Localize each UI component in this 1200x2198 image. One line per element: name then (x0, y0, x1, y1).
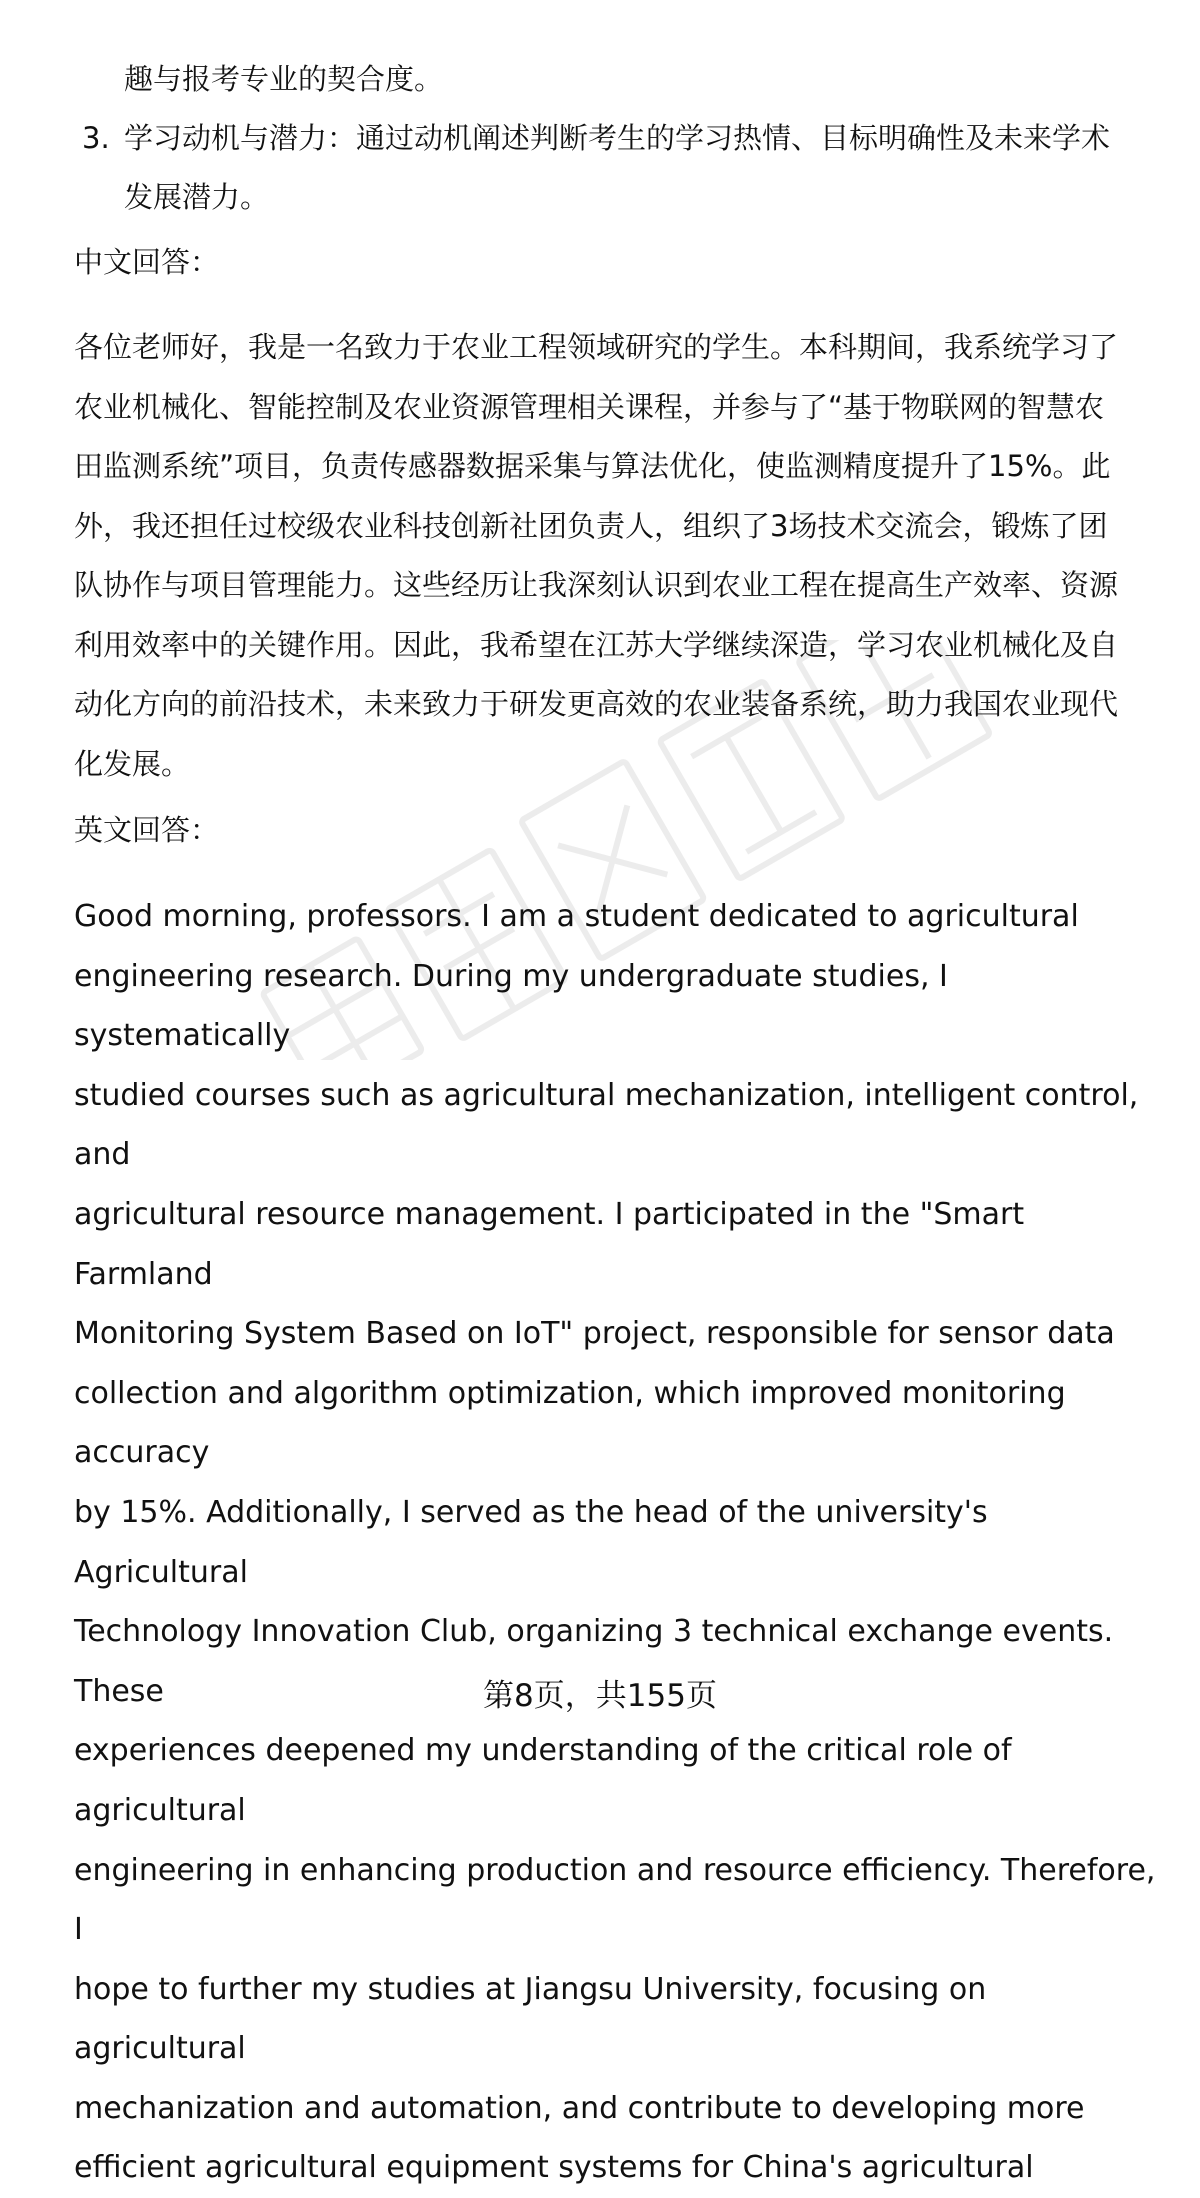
chinese-answer-heading: 中文回答： (74, 245, 220, 279)
list-item-text: 学习动机与潜力：通过动机阐述判断考生的学习热情、目标明确性及未来学术 发展潜力。 (124, 121, 1111, 214)
list-item-continued-text: 趣与报考专业的契合度。 (124, 62, 444, 96)
page-number-footer: 第8页，共155页 (483, 1678, 717, 1714)
list-item-number: 3. (82, 121, 110, 155)
english-answer-body: Good morning, professors. I am a student dedicated to agricultural engineering research. During my undergraduate studies, I systematically studied courses such as agricultural mechanization, intelligent control, and agricultural resource management. I participated in the "Smart Farmland Monitoring System Based on IoT" project, responsible for sensor data collection and algorithm optimization, which improved monitoring accuracy by 15%. Additionally, I served as the head of the university's Agricultural Technology Innovation Club, organizing 3 technical exchange events. These experiences deepened my understanding of the critical role of agricultural engineering in enhancing production and resource efficiency. Therefore, I hope to further my studies at Jiangsu University, focusing on agricultural mechanization and automation, and contribute to developing more efficient agricultural equipment systems for China's agricultural (74, 899, 1156, 2186)
chinese-answer-body: 各位老师好，我是一名致力于农业工程领域研究的学生。本科期间，我系统学习了 农业机械化、智能控制及农业资源管理相关课程，并参与了“基于物联网的智慧农 田监测系统”项目，负责传感器数据采集与算法优化，使监测精度提升了15%。此 外，我还担任过校级农业科技创新社团负责人，组织了3场技术交流会，锻炼了团 队协作与项目管理能力。这些经历让我深刻认识到农业工程在提高生产效率、资源 利用效率中的关键作用。因此，我希望在江苏大学继续深造，学习农业机械化及自 动化方向的前沿技术，未来致力于研发更高效的农业装备系统，助力我国农业现代 化发展。 (74, 330, 1119, 781)
english-answer-heading: 英文回答： (74, 813, 220, 847)
